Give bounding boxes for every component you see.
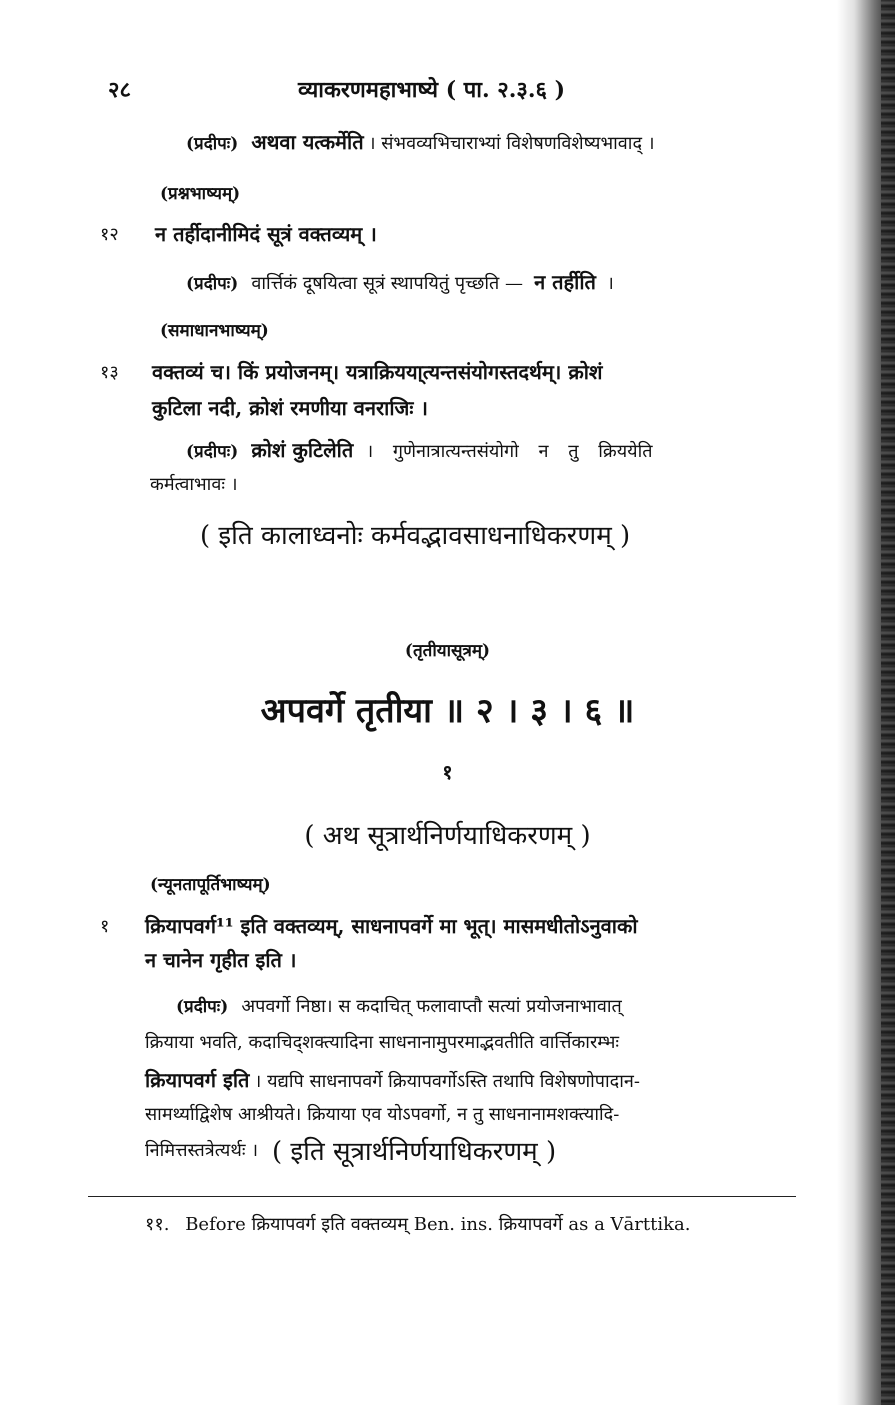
footnote-text-c: as a Vārttika. [568,1214,691,1235]
pradipa-label: (प्रदीपः) [186,134,239,154]
pradipa-note-3-continued: कर्मत्वाभावः । [150,474,238,495]
pradipa-note-4-line4: सामर्थ्याद्विशेष आश्रीयते। क्रियाया एव योऽपवर्गो, न तु साधनानामशक्त्यादि- [145,1104,620,1125]
sutra-title: अपवर्गे तृतीया ॥ २ । ३ । ६ ॥ [260,691,635,731]
bhashya-line-1-b: न चानेन गृहीत इति । [145,948,297,972]
pradipa-lemma: क्रियापवर्ग इति [145,1068,250,1092]
pradipa-text: वार्त्तिकं दूषयित्वा सूत्रं स्थापयितुं पृच्छति — [251,273,523,294]
pradipa-end: । [607,273,614,294]
pradipa-lemma: अथवा यत्कर्मेति [251,130,364,154]
section-number: १ [442,760,453,784]
adhikarana-closing-2: ( इति सूत्रार्थनिर्णयाधिकरणम् ) [272,1137,557,1167]
sutra-label: (तृतीयासूत्रम्) [404,641,491,661]
line-number-13: १३ [100,362,119,383]
pradipa-text: । यद्यपि साधनापवर्गे क्रियापवर्गोऽस्ति तथापि विशेषणोपादान- [254,1071,640,1092]
adhikarana-closing-1: ( इति कालाध्वनोः कर्मवद्भावसाधनाधिकरणम् ) [200,521,631,551]
pradipa-label: (प्रदीपः) [176,997,229,1017]
pradipa-text: । संभवव्यभिचाराभ्यां विशेषणविशेष्यभावाद् । [368,133,655,154]
footnote-text-a: Before [185,1214,246,1235]
pradipa-text: अपवर्गो निष्ठा। स कदाचित् फलावाप्तौ सत्यां प्रयोजनाभावात् [241,996,622,1017]
bhashya-line-1-a: क्रियापवर्ग¹¹ इति वक्तव्यम्, साधनापवर्गे मा भूत्। मासमधीतोऽनुवाको [145,914,638,938]
pradipa-note-4-line1 [176,994,792,1018]
prashna-bhashya-heading: (प्रश्नभाष्यम्) [160,184,241,204]
pradipa-lemma: न तर्हीति [534,270,596,294]
footnote-devanagari-a: क्रियापवर्ग इति वक्तव्यम् [251,1214,408,1235]
bhashya-line-13-b: कुटिला नदी, क्रोशं रमणीया वनराजिः । [152,396,428,420]
bhashya-line-13-a: वक्तव्यं च। किं प्रयोजनम्। यत्राक्रियया्त्यन्तसंयोगस्तदर्थम्। क्रोशं [152,360,603,384]
footnote-text-b: Ben. ins. [413,1214,493,1235]
footnote-devanagari-b: क्रियापवर्गे [498,1214,563,1235]
pradipa-note-1 [186,128,655,155]
footnote-number: ११. [145,1214,170,1235]
pradipa-label: (प्रदीपः) [186,442,239,462]
page-number: २८ [108,77,131,103]
pradipa-label: (प्रदीपः) [186,274,239,294]
running-title: व्याकरणमहाभाष्ये ( पा. २.३.६ ) [298,77,565,103]
pradipa-note-3 [186,436,653,463]
pradipa-note-4-line5: निमित्तस्तत्रेत्यर्थः । [145,1140,259,1161]
pradipa-note-2 [186,268,614,295]
adhikarana-heading: ( अथ सूत्रार्थनिर्णयाधिकरणम् ) [304,821,591,851]
samadhana-bhashya-heading: (समाधानभाष्यम्) [160,321,269,341]
pradipa-text: । गुणेनात्रात्यन्तसंयोगो न तु क्रिययेति [366,441,653,462]
line-number-1: १ [100,916,110,937]
pradipa-lemma: क्रोशं कुटिलेति [251,438,354,462]
line-number-12: १२ [100,224,119,245]
bhashya-line-12: न तर्हीदानीमिदं सूत्रं वक्तव्यम् । [155,222,377,246]
footnote-divider [88,1196,796,1197]
pradipa-note-4-line3 [145,1066,640,1093]
footnote [145,1212,690,1236]
pradipa-note-4-line2: क्रियाया भवति, कदाचिद्शक्त्यादिना साधनानामुपरमाद्भवतीति वार्त्तिकारम्भः [145,1032,619,1053]
nyunata-bhashya-heading: (न्यूनतापूर्तिभाष्यम्) [150,875,271,895]
